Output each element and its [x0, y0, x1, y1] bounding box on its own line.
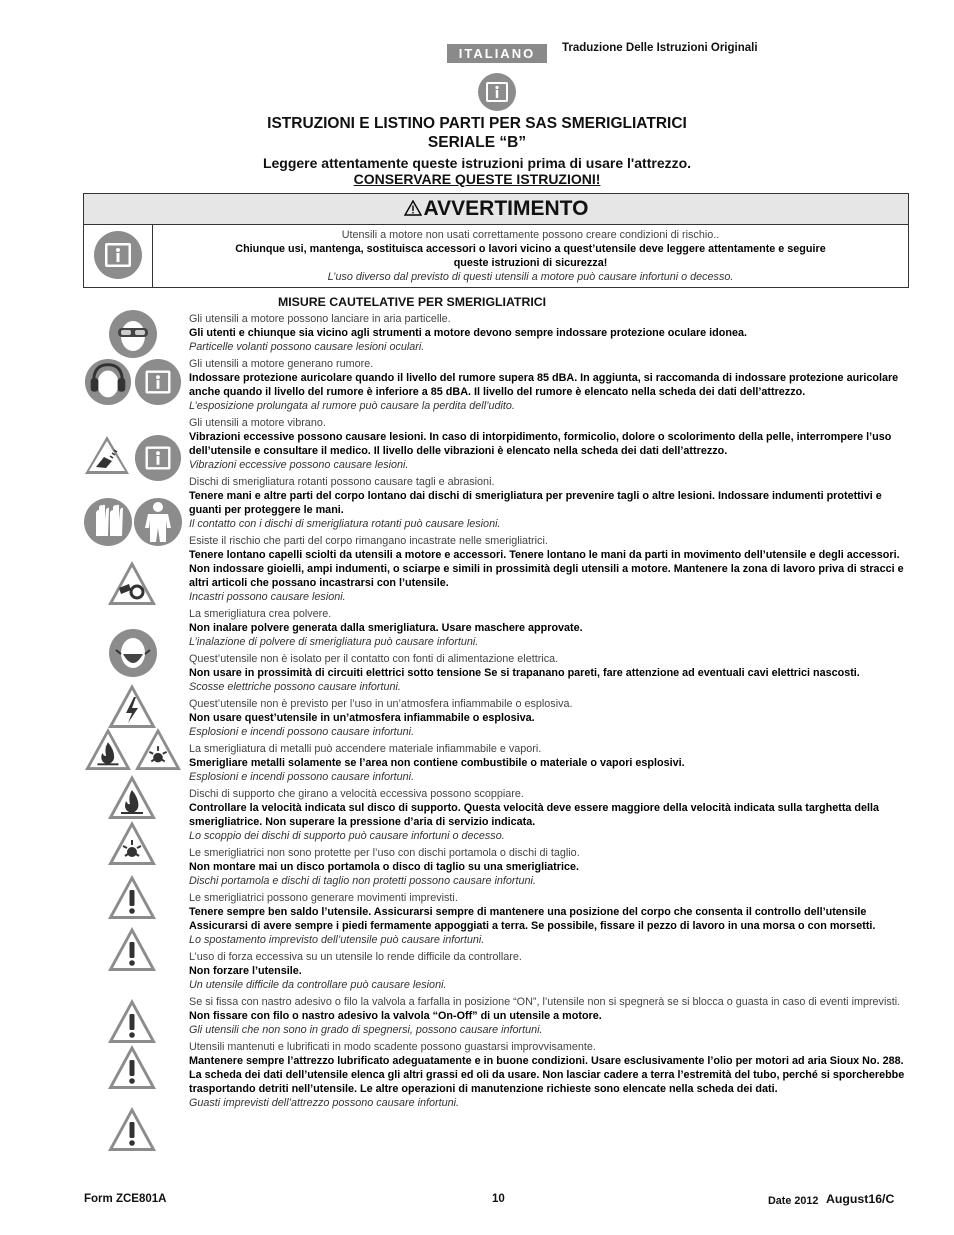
- protective-clothing-icon: [134, 496, 182, 548]
- warning-box: [83, 193, 909, 288]
- general-warning-icon: [107, 1106, 157, 1152]
- electric-shock-icon: [107, 683, 157, 729]
- read-manual-icon: [93, 230, 143, 280]
- safety-item: [189, 891, 911, 947]
- entanglement-hazard-icon: [107, 560, 157, 606]
- safety-item: [189, 416, 911, 472]
- instruction-text: Vibrazioni eccessive possono causare lesioni. In caso di intorpidimento, formicolio, dolore o scolorimento della pelle, interrompere l’uso dell’utensile e consultare il medico. Il livello delle vibrazioni è elencato nella scheda dei dati dell’attrezzo.: [189, 431, 892, 457]
- warning-line-2: Chiunque usi, mantenga, sostituisca accessori o lavori vicino a quest’utensile deve leggere attentamente e seguire: [235, 243, 826, 255]
- consequence-text: Lo spostamento imprevisto dell’utensile può causare infortuni.: [189, 934, 485, 946]
- consequence-text: Esplosioni e incendi possono causare infortuni.: [189, 726, 415, 738]
- instruction-text: Indossare protezione auricolare quando il livello del rumore supera 85 dBA. In aggiunta, si raccomanda di indossare protezione auricolare anche quando il livello del rumore è inferiore a 85 dBA. Il livello del rumore è elencato nella scheda dei dati dell’attrezzo.: [189, 372, 899, 398]
- consequence-text: Particelle volanti possono causare lesioni oculari.: [189, 341, 425, 353]
- language-tag: ITALIANO: [447, 44, 547, 63]
- safety-item: [189, 312, 911, 354]
- hazard-text: Quest’utensile non è previsto per l’uso in un’atmosfera infiammabile o esplosiva.: [189, 698, 573, 710]
- consequence-text: Un utensile difficile da controllare può causare lesioni.: [189, 979, 447, 991]
- eye-protection-icon: [108, 309, 158, 359]
- general-warning-icon: [107, 998, 157, 1044]
- date-value: August16/C: [826, 1192, 895, 1206]
- instruction-text: Tenere mani e altre parti del corpo lontano dai dischi di smerigliatura per prevenire tagli o altre lesioni. Indossare indumenti protettivi e guanti per proteggere le mani.: [189, 490, 882, 516]
- hazard-text: Se si fissa con nastro adesivo o filo la valvola a farfalla in posizione “ON”, l’utensile non si spegnerà se si blocca o guasta in caso di eventi imprevisti.: [189, 996, 901, 1008]
- warning-line-4: L’uso diverso dal previsto di questi utensili a motore può causare infortuni o decesso.: [327, 271, 734, 283]
- section-title: MISURE CAUTELATIVE PER SMERIGLIATRICI: [278, 295, 547, 309]
- instruction-text: Controllare la velocità indicata sul disco di supporto. Questa velocità deve essere maggiore della velocità indicata sulla targhetta della smerigliatrice. Non superare la pressione d’aria di servizio indicata.: [189, 802, 880, 828]
- instruction-text: Non usare quest’utensile in un’atmosfera infiammabile o esplosiva.: [189, 712, 535, 724]
- hazard-text: L’uso di forza eccessiva su un utensile lo rende difficile da controllare.: [189, 951, 522, 963]
- instruction-text: Non forzare l’utensile.: [189, 965, 302, 977]
- instruction-text: Non usare in prossimità di circuiti elettrici sotto tensione Se si trapanano pareti, fare attenzione ad eventuali cavi elettrici nascosti.: [189, 667, 860, 679]
- hazard-text: Esiste il rischio che parti del corpo rimangano incastrate nelle smerigliatrici.: [189, 535, 548, 547]
- safety-item: [189, 652, 911, 694]
- consequence-text: Scosse elettriche possono causare infortuni.: [189, 681, 401, 693]
- read-instructions-note: Leggere attentamente queste istruzioni prima di usare l'attrezzo.: [262, 155, 692, 171]
- warning-line-1: Utensili a motore non usati correttamente possono creare condizioni di rischio..: [341, 229, 720, 241]
- safety-item: [189, 742, 911, 784]
- warning-text: [153, 228, 908, 284]
- consequence-text: Esplosioni e incendi possono causare infortuni.: [189, 771, 415, 783]
- protective-gloves-icon: [84, 496, 132, 548]
- safety-item: [189, 846, 911, 888]
- explosive-hazard-icon: [134, 727, 182, 771]
- respirator-mask-icon: [108, 628, 158, 678]
- consequence-text: Dischi portamola e dischi di taglio non protetti possono causare infortuni.: [189, 875, 536, 887]
- hazard-text: Dischi di supporto che girano a velocità eccessiva possono scoppiare.: [189, 788, 524, 800]
- hazard-text: La smerigliatura crea polvere.: [189, 608, 332, 620]
- consequence-text: L’inalazione di polvere di smerigliatura può causare infortuni.: [189, 636, 479, 648]
- hazard-text: Gli utensili a motore generano rumore.: [189, 358, 374, 370]
- safety-item: [189, 787, 911, 843]
- instruction-text: Tenere lontano capelli sciolti da utensili a motore e accessori. Tenere lontano le mani da parti in movimento dell’utensile e degli accessori. Non indossare gioielli, ampi indumenti, o sciarpe e simili in prossimità degli utensili a motore. Mantenere la zona di lavoro priva di stracci e altri articoli che possano incastrarsi con l’utensile.: [189, 549, 904, 589]
- general-warning-icon: [107, 1044, 157, 1090]
- consequence-text: L’esposizione prolungata al rumore può causare la perdita dell’udito.: [189, 400, 515, 412]
- warning-heading-text: AVVERTIMENTO: [423, 197, 589, 220]
- instruction-text: Mantenere sempre l’attrezzo lubrificato adeguatamente e in buone condizioni. Usare esclusivamente l’olio per motori ad aria Sioux No. 288. La scheda dei dati dell’utensile elenca gli altri grassi ed oli da usare. Non lasciar cadere a terra l’estremità del tubo, perché si sporcherebbe trasportando detriti nell’utensile. Le altre operazioni di manutenzione richieste sono elencate nella scheda dei dati.: [189, 1055, 905, 1095]
- general-warning-icon: [107, 874, 157, 920]
- hazard-text: Utensili mantenuti e lubrificati in modo scadente possono guastarsi improvvisamente.: [189, 1041, 596, 1053]
- read-manual-icon: [477, 72, 517, 112]
- hazard-text: Quest’utensile non è isolato per il contatto con fonti di alimentazione elettrica.: [189, 653, 559, 665]
- consequence-text: Guasti imprevisti dell’attrezzo possono causare infortuni.: [189, 1097, 460, 1109]
- flammable-hazard-icon: [107, 774, 157, 820]
- general-warning-icon: [107, 926, 157, 972]
- form-number: Form ZCE801A: [84, 1193, 167, 1205]
- vibration-hazard-icon: [84, 435, 130, 475]
- safety-item: [189, 950, 911, 992]
- safety-item: [189, 475, 911, 531]
- warning-icon-cell: [84, 224, 153, 287]
- hazard-text: Le smerigliatrici possono generare movimenti imprevisti.: [189, 892, 458, 904]
- read-manual-icon: [134, 358, 182, 406]
- safety-item: [189, 995, 911, 1037]
- explosive-hazard-icon: [107, 820, 157, 866]
- hazard-text: Dischi di smerigliatura rotanti possono causare tagli e abrasioni.: [189, 476, 495, 488]
- consequence-text: Il contatto con i dischi di smerigliatura rotanti può causare lesioni.: [189, 518, 501, 530]
- safety-item: [189, 357, 911, 413]
- safety-item: [189, 1040, 911, 1110]
- page-number: 10: [492, 1193, 505, 1205]
- instruction-text: Gli utenti e chiunque sia vicino agli strumenti a motore devono sempre indossare protezione oculare idonea.: [189, 327, 747, 339]
- warning-heading: [84, 194, 908, 225]
- hazard-text: Gli utensili a motore possono lanciare in aria particelle.: [189, 313, 451, 325]
- consequence-text: Incastri possono causare lesioni.: [189, 591, 346, 603]
- date-label: Date 2012: [768, 1195, 819, 1207]
- instruction-text: Non inalare polvere generata dalla smerigliatura. Usare maschere approvate.: [189, 622, 583, 634]
- instruction-text: Tenere sempre ben saldo l’utensile. Assicurarsi sempre di mantenere una posizione del corpo che consenta il controllo dell’utensile Assicurarsi di avere sempre i piedi fermamente appoggiati a terra. Se possibile, fissare il pezzo di lavoro in una morsa o con morsetti.: [189, 906, 876, 932]
- ear-protection-icon: [84, 358, 132, 406]
- instruction-text: Smerigliare metalli solamente se l’area non contiene combustibile o materiale o vapori esplosivi.: [189, 757, 685, 769]
- consequence-text: Gli utensili che non sono in grado di spegnersi, possono causare infortuni.: [189, 1024, 543, 1036]
- consequence-text: Vibrazioni eccessive possono causare lesioni.: [189, 459, 409, 471]
- flammable-hazard-icon: [84, 727, 132, 771]
- consequence-text: Lo scoppio dei dischi di supporto può causare infortuni o decesso.: [189, 830, 505, 842]
- safety-item: [189, 697, 911, 739]
- safety-item: [189, 534, 911, 604]
- document-title: ISTRUZIONI E LISTINO PARTI PER SAS SMERIGLIATRICI: [267, 115, 687, 132]
- document-subtitle: SERIALE “B”: [427, 134, 527, 151]
- hazard-text: Le smerigliatrici non sono protette per l’uso con dischi portamola o dischi di taglio.: [189, 847, 580, 859]
- translation-note: Traduzione Delle Istruzioni Originali: [562, 42, 758, 54]
- warning-triangle-icon: [404, 200, 422, 216]
- safety-item: [189, 607, 911, 649]
- instruction-text: Non fissare con filo o nastro adesivo la valvola “On-Off” di un utensile a motore.: [189, 1010, 602, 1022]
- hazard-text: Gli utensili a motore vibrano.: [189, 417, 326, 429]
- safety-items: [189, 312, 911, 1113]
- read-manual-icon: [134, 434, 182, 482]
- hazard-text: La smerigliatura di metalli può accendere materiale infiammabile e vapori.: [189, 743, 542, 755]
- warning-line-3: queste istruzioni di sicurezza!: [453, 257, 608, 269]
- instruction-text: Non montare mai un disco portamola o disco di taglio su una smerigliatrice.: [189, 861, 579, 873]
- keep-instructions-note: CONSERVARE QUESTE ISTRUZIONI!: [353, 171, 601, 187]
